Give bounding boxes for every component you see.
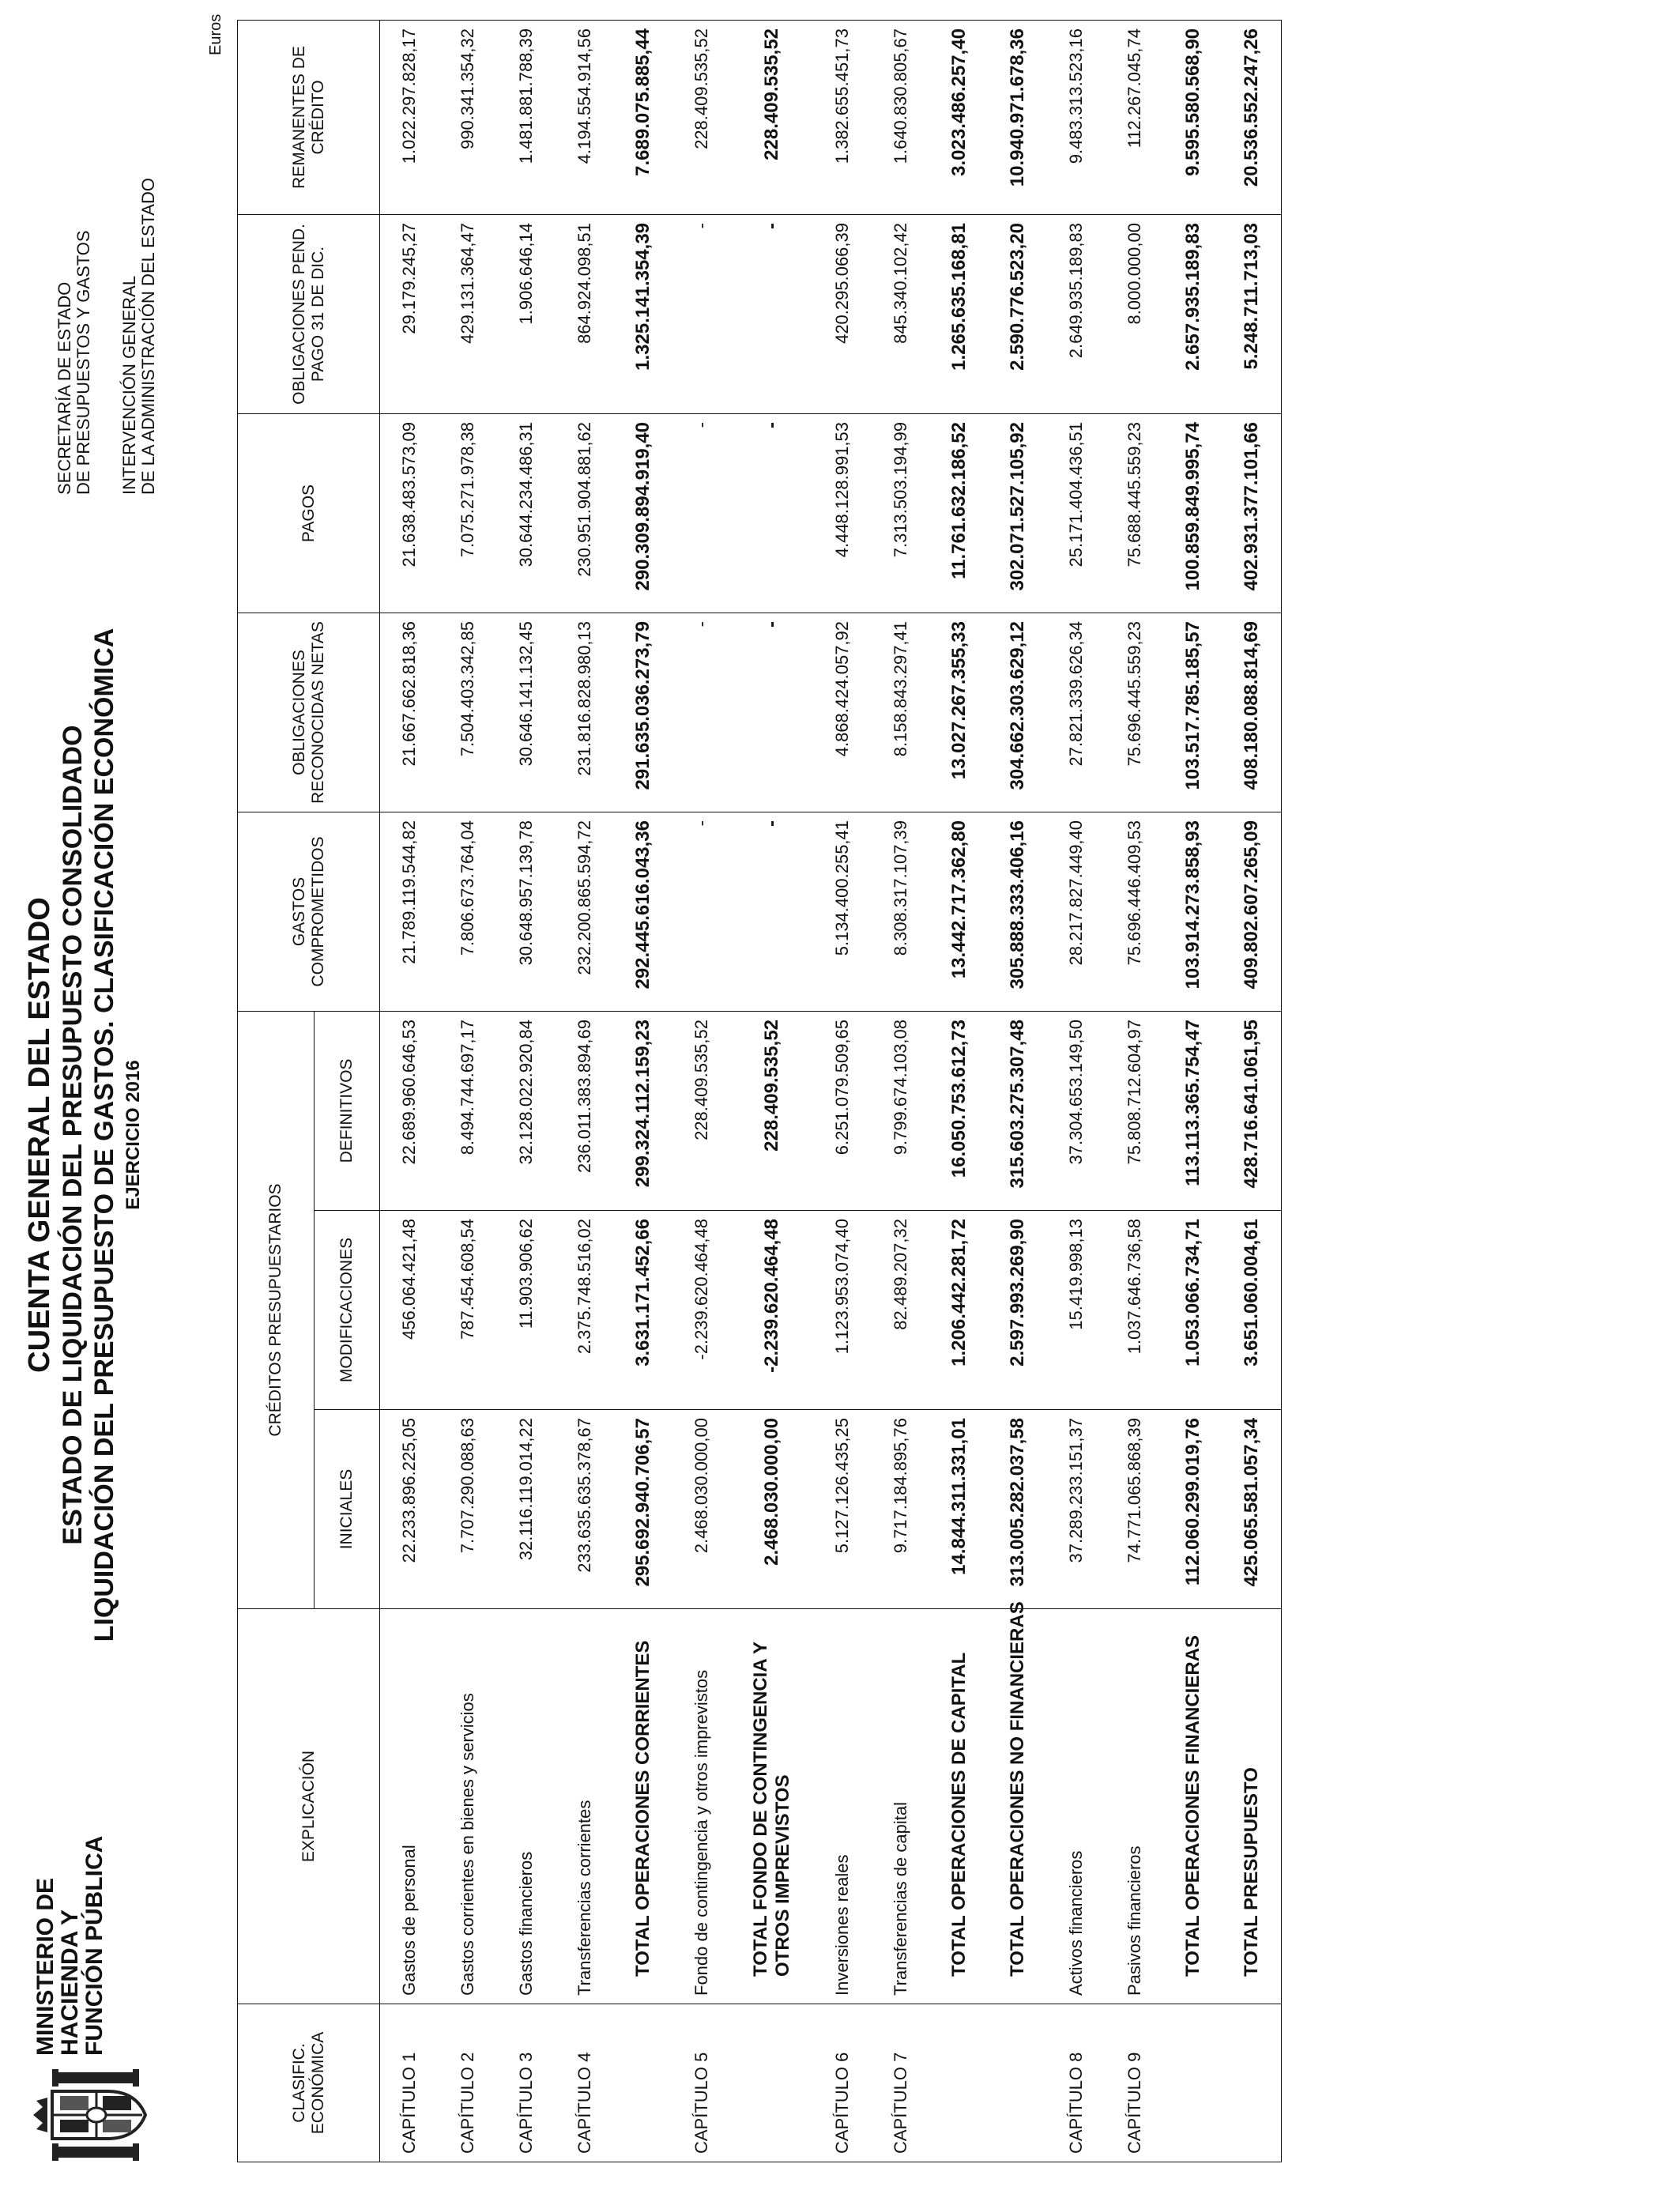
row-definitivos: 315.603.275.307,48	[989, 1011, 1047, 1210]
row-pendientes: 2.590.776.523,20	[989, 214, 1047, 413]
row-remanentes: 228.409.535,52	[731, 20, 813, 214]
col-remanentes: REMANENTES DE CRÉDITO	[238, 20, 380, 214]
table-row	[872, 20, 930, 2162]
row-gastos: 75.696.446.409,53	[1106, 812, 1164, 1011]
row-clasif: CAPÍTULO 7	[872, 2004, 930, 2162]
row-modificaciones: 15.419.998,13	[1047, 1211, 1106, 1410]
row-explicacion: Gastos de personal	[380, 1609, 439, 2004]
row-pagos: 402.931.377.101,66	[1222, 413, 1282, 613]
row-remanentes: 1.022.297.828,17	[380, 20, 439, 214]
row-pagos: 100.859.849.995,74	[1164, 413, 1222, 613]
row-obligaciones: 13.027.267.355,33	[930, 613, 989, 812]
agency-line: DE LA ADMINISTRACIÓN DEL ESTADO	[138, 178, 158, 495]
col-pendientes: OBLIGACIONES PEND. PAGO 31 DE DIC.	[238, 214, 380, 413]
unit-label: Euros	[207, 13, 224, 55]
row-clasif: CAPÍTULO 1	[380, 2004, 439, 2162]
row-modificaciones: -2.239.620.464,48	[731, 1211, 813, 1410]
row-clasif	[1164, 2004, 1222, 2162]
row-gastos: -	[731, 812, 813, 1011]
row-clasif	[614, 2004, 672, 2162]
row-pagos: 302.071.527.105,92	[989, 413, 1047, 613]
row-clasif: CAPÍTULO 4	[556, 2004, 614, 2162]
row-pendientes: 2.657.935.189,83	[1164, 214, 1222, 413]
ministry-name	[33, 1836, 107, 2056]
row-iniciales: 14.844.311.331,01	[930, 1410, 989, 1609]
row-iniciales: 32.116.119.014,22	[497, 1410, 556, 1609]
row-pendientes: -	[731, 214, 813, 413]
row-modificaciones: 1.206.442.281,72	[930, 1211, 989, 1410]
row-gastos: 232.200.865.594,72	[556, 812, 614, 1011]
row-remanentes: 1.640.830.805,67	[872, 20, 930, 214]
total-row	[1164, 20, 1222, 2162]
row-definitivos: 16.050.753.612,73	[930, 1011, 989, 1210]
row-pagos: 11.761.632.186,52	[930, 413, 989, 613]
col-creditos: CRÉDITOS PRESUPUESTARIOS	[238, 1011, 315, 1608]
row-remanentes: 7.689.075.885,44	[614, 20, 672, 214]
row-obligaciones: 103.517.785.185,57	[1164, 613, 1222, 812]
row-gastos: 7.806.673.764,04	[439, 812, 497, 1011]
row-pagos: 75.688.445.559,23	[1106, 413, 1164, 613]
row-iniciales: 2.468.030.000,00	[672, 1410, 731, 1609]
col-iniciales: INICIALES	[315, 1410, 380, 1609]
table-row	[556, 20, 614, 2162]
row-gastos: 5.134.400.255,41	[813, 812, 872, 1011]
row-explicacion: TOTAL OPERACIONES FINANCIERAS	[1164, 1609, 1222, 2004]
agency-header	[55, 21, 185, 495]
table-row	[1106, 20, 1164, 2162]
row-iniciales: 5.127.126.435,25	[813, 1410, 872, 1609]
agency-line: INTERVENCIÓN GENERAL	[119, 275, 139, 495]
table-row	[380, 20, 439, 2162]
row-iniciales: 74.771.065.868,39	[1106, 1410, 1164, 1609]
row-pagos: 7.075.271.978,38	[439, 413, 497, 613]
row-definitivos: 32.128.022.920,84	[497, 1011, 556, 1210]
row-definitivos: 428.716.641.061,95	[1222, 1011, 1282, 1210]
row-iniciales: 2.468.030.000,00	[731, 1410, 813, 1609]
row-gastos: -	[672, 812, 731, 1011]
row-pendientes: 5.248.711.713,03	[1222, 214, 1282, 413]
ministry-header	[28, 1751, 155, 2162]
row-definitivos: 299.324.112.159,23	[614, 1011, 672, 1210]
row-obligaciones: 30.646.141.132,45	[497, 613, 556, 812]
row-pagos: 7.313.503.194,99	[872, 413, 930, 613]
total-row	[614, 20, 672, 2162]
col-obligaciones: OBLIGACIONES RECONOCIDAS NETAS	[238, 613, 380, 812]
row-modificaciones: 1.053.066.734,71	[1164, 1211, 1222, 1410]
row-modificaciones: 456.064.421,48	[380, 1211, 439, 1410]
row-definitivos: 228.409.535,52	[731, 1011, 813, 1210]
row-iniciales: 9.717.184.895,76	[872, 1410, 930, 1609]
row-iniciales: 295.692.940.706,57	[614, 1410, 672, 1609]
row-remanentes: 9.483.313.523,16	[1047, 20, 1106, 214]
col-gastos: GASTOS COMPROMETIDOS	[238, 812, 380, 1011]
row-remanentes: 1.481.881.788,39	[497, 20, 556, 214]
table-row	[497, 20, 556, 2162]
row-definitivos: 9.799.674.103,08	[872, 1011, 930, 1210]
col-explicacion: EXPLICACIÓN	[238, 1609, 380, 2004]
row-modificaciones: 3.631.171.452,66	[614, 1211, 672, 1410]
agency-line: DE PRESUPUESTOS Y GASTOS	[73, 230, 93, 495]
row-pendientes: 845.340.102,42	[872, 214, 930, 413]
row-gastos: 30.648.957.139,78	[497, 812, 556, 1011]
col-pagos: PAGOS	[238, 413, 380, 613]
row-clasif	[1222, 2004, 1282, 2162]
row-iniciales: 112.060.299.019,76	[1164, 1410, 1222, 1609]
total-row	[1222, 20, 1282, 2162]
row-remanentes: 228.409.535,52	[672, 20, 731, 214]
table-body	[380, 20, 1282, 2162]
row-gastos: 8.308.317.107,39	[872, 812, 930, 1011]
row-clasif: CAPÍTULO 9	[1106, 2004, 1164, 2162]
row-obligaciones: 231.816.828.980,13	[556, 613, 614, 812]
title-line-2: ESTADO DE LIQUIDACIÓN DEL PRESUPUESTO CONSOLIDADO	[58, 725, 88, 1545]
row-iniciales: 233.635.635.378,67	[556, 1410, 614, 1609]
row-remanentes: 1.382.655.451,73	[813, 20, 872, 214]
row-pendientes: 29.179.245,27	[380, 214, 439, 413]
row-explicacion: Gastos corrientes en bienes y servicios	[439, 1609, 497, 2004]
row-clasif: CAPÍTULO 3	[497, 2004, 556, 2162]
row-definitivos: 75.808.712.604,97	[1106, 1011, 1164, 1210]
row-pendientes: 2.649.935.189,83	[1047, 214, 1106, 413]
row-definitivos: 236.011.383.894,69	[556, 1011, 614, 1210]
table-row	[672, 20, 731, 2162]
row-clasif: CAPÍTULO 8	[1047, 2004, 1106, 2162]
row-modificaciones: 1.123.953.074,40	[813, 1211, 872, 1410]
row-explicacion: Transferencias corrientes	[556, 1609, 614, 2004]
row-pendientes: 1.325.141.354,39	[614, 214, 672, 413]
row-remanentes: 10.940.971.678,36	[989, 20, 1047, 214]
row-explicacion: Inversiones reales	[813, 1609, 872, 2004]
row-explicacion: TOTAL OPERACIONES CORRIENTES	[614, 1609, 672, 2004]
title-line-1: CUENTA GENERAL DEL ESTADO	[23, 897, 56, 1373]
row-obligaciones: 7.504.403.342,85	[439, 613, 497, 812]
row-pagos: 25.171.404.436,51	[1047, 413, 1106, 613]
row-obligaciones: -	[672, 613, 731, 812]
row-gastos: 103.914.273.858,93	[1164, 812, 1222, 1011]
row-remanentes: 20.536.552.247,26	[1222, 20, 1282, 214]
row-explicacion: Pasivos financieros	[1106, 1609, 1164, 2004]
row-obligaciones: 408.180.088.814,69	[1222, 613, 1282, 812]
row-iniciales: 7.707.290.088,63	[439, 1410, 497, 1609]
row-explicacion: Gastos financieros	[497, 1609, 556, 2004]
row-remanentes: 9.595.580.568,90	[1164, 20, 1222, 214]
row-pagos: -	[731, 413, 813, 613]
row-explicacion: TOTAL OPERACIONES NO FINANCIERAS	[989, 1609, 1047, 2004]
row-modificaciones: 3.651.060.004,61	[1222, 1211, 1282, 1410]
row-remanentes: 990.341.354,32	[439, 20, 497, 214]
row-pendientes: 420.295.066,39	[813, 214, 872, 413]
ministry-line: FUNCIÓN PÚBLICA	[81, 1835, 107, 2056]
row-gastos: 13.442.717.362,80	[930, 812, 989, 1011]
row-modificaciones: 2.375.748.516,02	[556, 1211, 614, 1410]
row-gastos: 21.789.119.544,82	[380, 812, 439, 1011]
row-obligaciones: 21.667.662.818,36	[380, 613, 439, 812]
table-row	[813, 20, 872, 2162]
row-clasif: CAPÍTULO 6	[813, 2004, 872, 2162]
row-clasif: CAPÍTULO 2	[439, 2004, 497, 2162]
row-explicacion: TOTAL OPERACIONES DE CAPITAL	[930, 1609, 989, 2004]
ministry-line: HACIENDA Y	[57, 1909, 83, 2056]
row-pendientes: 429.131.364,47	[439, 214, 497, 413]
row-definitivos: 8.494.744.697,17	[439, 1011, 497, 1210]
row-explicacion: TOTAL FONDO DE CONTINGENCIA Y OTROS IMPREVISTOS	[731, 1609, 813, 2004]
row-gastos: 28.217.827.449,40	[1047, 812, 1106, 1011]
table-row	[1047, 20, 1106, 2162]
row-obligaciones: 4.868.424.057,92	[813, 613, 872, 812]
row-clasif	[989, 2004, 1047, 2162]
row-gastos: 292.445.616.043,36	[614, 812, 672, 1011]
row-remanentes: 112.267.045,74	[1106, 20, 1164, 214]
total-row	[930, 20, 989, 2162]
row-clasif	[731, 2004, 813, 2162]
col-definitivos: DEFINITIVOS	[315, 1011, 380, 1210]
coat-of-arms-icon	[32, 2068, 150, 2162]
row-pendientes: 864.924.098,51	[556, 214, 614, 413]
row-modificaciones: 1.037.646.736,58	[1106, 1211, 1164, 1410]
row-obligaciones: 27.821.339.626,34	[1047, 613, 1106, 812]
row-obligaciones: -	[731, 613, 813, 812]
document-title	[22, 518, 145, 1751]
table-row	[439, 20, 497, 2162]
title-line-3: LIQUIDACIÓN DEL PRESUPUESTO DE GASTOS. CLASIFICACIÓN ECONÓMICA	[89, 628, 119, 1642]
row-explicacion: Fondo de contingencia y otros imprevistos	[672, 1609, 731, 2004]
row-obligaciones: 291.635.036.273,79	[614, 613, 672, 812]
row-explicacion: Transferencias de capital	[872, 1609, 930, 2004]
row-definitivos: 22.689.960.646,53	[380, 1011, 439, 1210]
row-pagos: -	[672, 413, 731, 613]
row-gastos: 409.802.607.265,09	[1222, 812, 1282, 1011]
agency-line: SECRETARÍA DE ESTADO	[55, 281, 74, 495]
row-modificaciones: 82.489.207,32	[872, 1211, 930, 1410]
row-pendientes: 8.000.000,00	[1106, 214, 1164, 413]
row-remanentes: 4.194.554.914,56	[556, 20, 614, 214]
row-clasif	[930, 2004, 989, 2162]
row-pendientes: 1.265.635.168,81	[930, 214, 989, 413]
row-modificaciones: -2.239.620.464,48	[672, 1211, 731, 1410]
row-definitivos: 228.409.535,52	[672, 1011, 731, 1210]
ministry-line: MINISTERIO DE	[32, 1877, 58, 2056]
row-definitivos: 37.304.653.149,50	[1047, 1011, 1106, 1210]
row-pagos: 4.448.128.991,53	[813, 413, 872, 613]
title-line-4: EJERCICIO 2016	[122, 1060, 144, 1210]
row-definitivos: 113.113.365.754,47	[1164, 1011, 1222, 1210]
budget-table	[237, 20, 1282, 2162]
total-row	[731, 20, 813, 2162]
row-pagos: 290.309.894.919,40	[614, 413, 672, 613]
row-pagos: 230.951.904.881,62	[556, 413, 614, 613]
row-iniciales: 37.289.233.151,37	[1047, 1410, 1106, 1609]
row-gastos: 305.888.333.406,16	[989, 812, 1047, 1011]
row-modificaciones: 787.454.608,54	[439, 1211, 497, 1410]
total-row	[989, 20, 1047, 2162]
row-obligaciones: 75.696.445.559,23	[1106, 613, 1164, 812]
row-pagos: 30.644.234.486,31	[497, 413, 556, 613]
row-pendientes: 1.906.646,14	[497, 214, 556, 413]
row-explicacion: TOTAL PRESUPUESTO	[1222, 1609, 1282, 2004]
row-clasif: CAPÍTULO 5	[672, 2004, 731, 2162]
row-pendientes: -	[672, 214, 731, 413]
row-explicacion: Activos financieros	[1047, 1609, 1106, 2004]
row-remanentes: 3.023.486.257,40	[930, 20, 989, 214]
row-modificaciones: 11.903.906,62	[497, 1211, 556, 1410]
row-iniciales: 425.065.581.057,34	[1222, 1410, 1282, 1609]
col-clasif: CLASIFIC. ECONÓMICA	[238, 2004, 380, 2162]
row-iniciales: 313.005.282.037,58	[989, 1410, 1047, 1609]
row-definitivos: 6.251.079.509,65	[813, 1011, 872, 1210]
row-pagos: 21.638.483.573,09	[380, 413, 439, 613]
row-obligaciones: 304.662.303.629,12	[989, 613, 1047, 812]
row-iniciales: 22.233.896.225,05	[380, 1410, 439, 1609]
row-modificaciones: 2.597.993.269,90	[989, 1211, 1047, 1410]
row-obligaciones: 8.158.843.297,41	[872, 613, 930, 812]
col-modificaciones: MODIFICACIONES	[315, 1211, 380, 1410]
